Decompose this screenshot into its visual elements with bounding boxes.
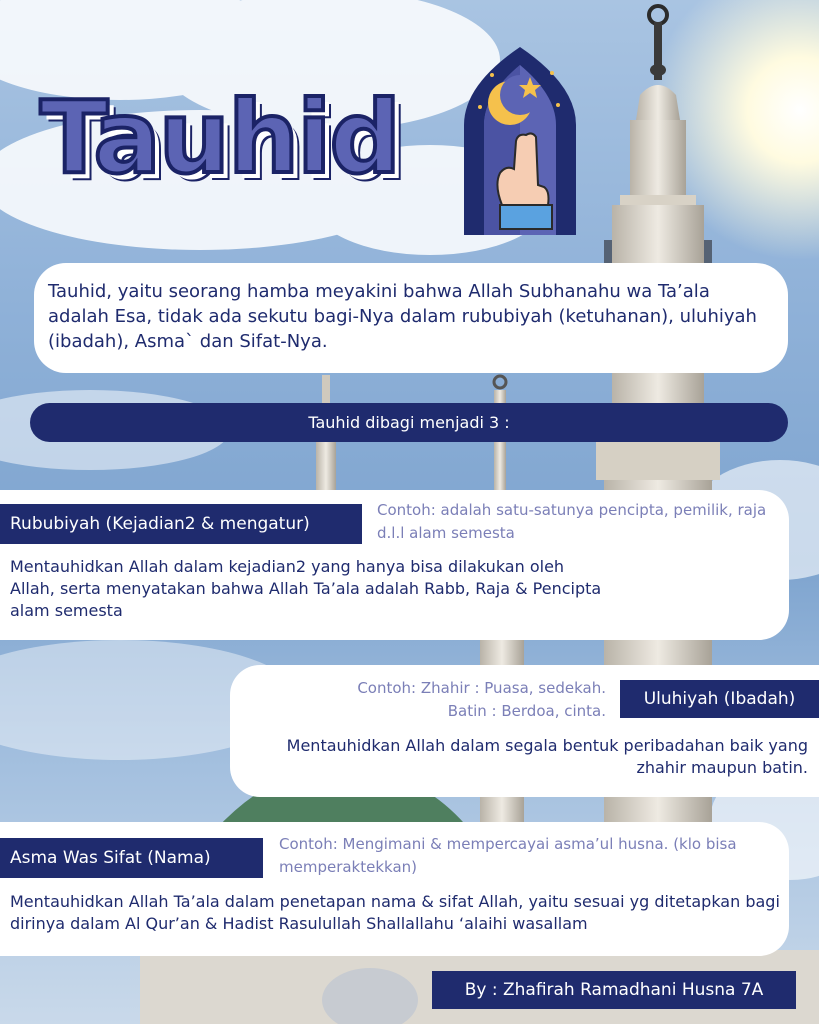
uluhiyah-example-line2: Batin : Berdoa, cinta.	[447, 702, 606, 720]
tauhid-finger-icon	[462, 45, 578, 235]
rububiyah-example: Contoh: adalah satu-satunya pencipta, pemilik, raja d.l.l alam semesta	[377, 501, 767, 542]
intro-text: Tauhid, yaitu seorang hamba meyakini bahwa Allah Subhanahu wa Ta’ala adalah Esa, tidak ada sekutu bagi-Nya dalam rububiyah (ketuhanan), uluhiyah (ibadah), Asma` dan Sifat-Nya.	[48, 281, 757, 352]
rububiyah-label: Rububiyah (Kejadian2 & mengatur)	[0, 504, 362, 544]
asma-description: Mentauhidkan Allah Ta’ala dalam penetapan nama & sifat Allah, yaitu sesuai yg ditetapkan bagi dirinya dalam Al Qur’an & Hadist Rasulullah Shallallahu ‘alaihi wasallam	[10, 892, 780, 933]
asma-label: Asma Was Sifat (Nama)	[0, 838, 263, 878]
rububiyah-description: Mentauhidkan Allah dalam kejadian2 yang hanya bisa dilakukan oleh Allah, serta menyatakan bahwa Allah Ta’ala adalah Rabb, Raja & Pencipta alam semesta	[10, 557, 602, 620]
uluhiyah-description: Mentauhidkan Allah dalam segala bentuk peribadahan baik yang zhahir maupun batin.	[286, 736, 808, 777]
uluhiyah-label: Uluhiyah (Ibadah)	[620, 680, 819, 718]
asma-example: Contoh: Mengimani & mempercayai asma’ul husna. (klo bisa memperaktekkan)	[279, 835, 737, 876]
uluhiyah-example-line1: Contoh: Zhahir : Puasa, sedekah.	[357, 679, 606, 697]
uluhiyah-example	[300, 677, 606, 723]
division-banner	[30, 403, 788, 442]
intro-card	[34, 263, 788, 373]
page-title: Tauhid	[40, 79, 400, 196]
author-byline: By : Zhafirah Ramadhani Husna 7A	[432, 971, 796, 1009]
division-heading: Tauhid dibagi menjadi 3 :	[308, 413, 510, 432]
